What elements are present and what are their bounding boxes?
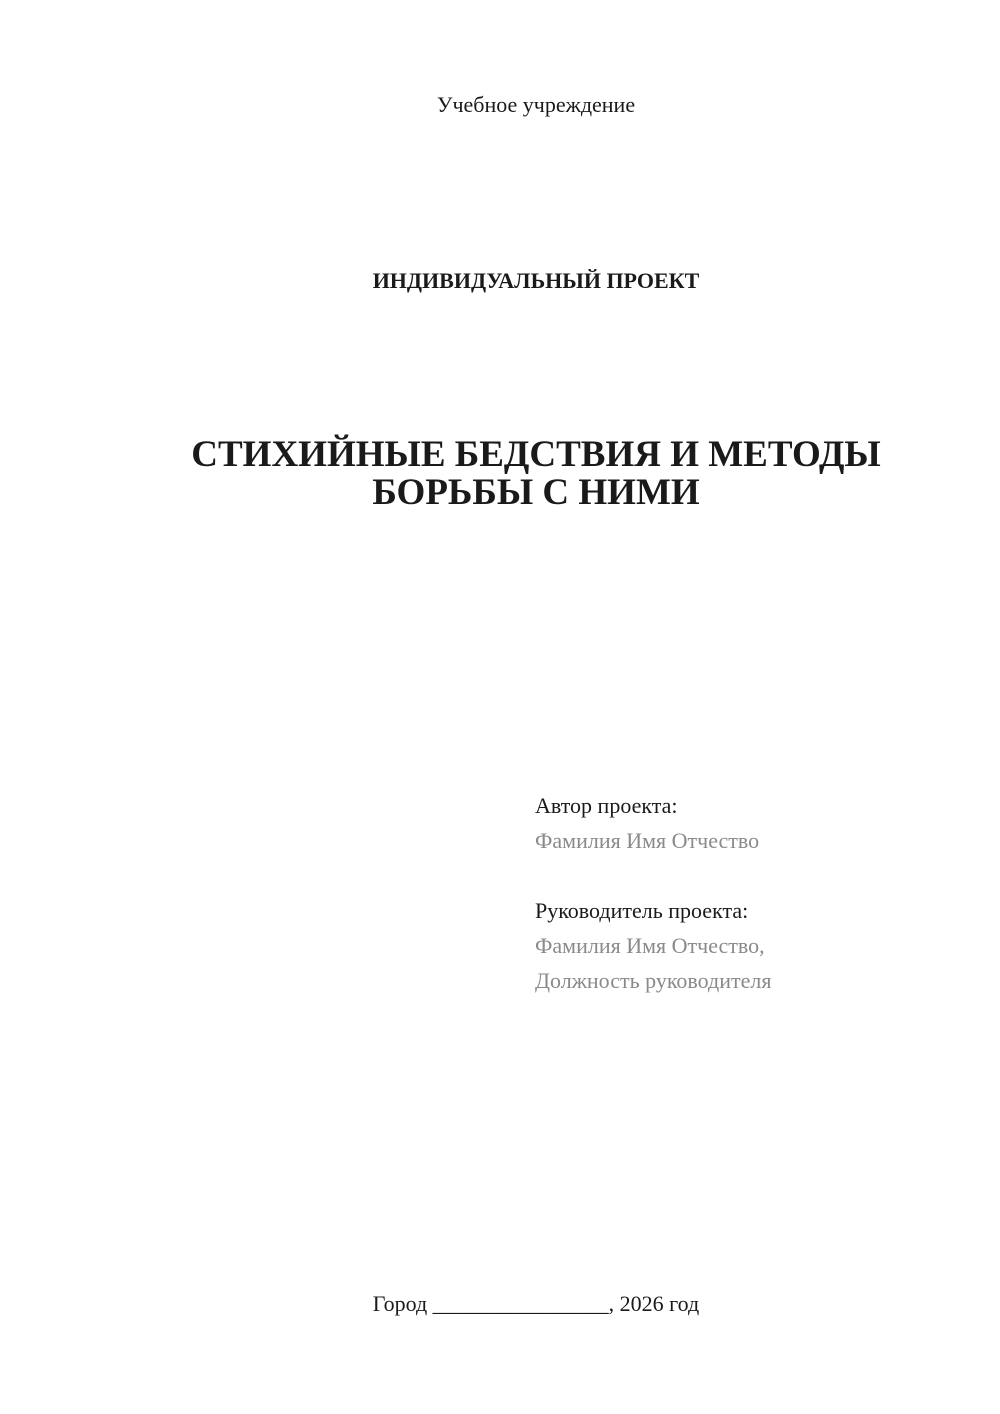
author-label: Автор проекта: — [535, 793, 678, 818]
author-name: Фамилия Имя Отчество — [535, 828, 760, 853]
credits-block — [535, 788, 771, 998]
supervisor-name: Фамилия Имя Отчество, — [535, 933, 765, 958]
supervisor-label: Руководитель проекта: — [535, 898, 749, 923]
city-year-line: Город ________________, 2026 год — [372, 1291, 700, 1316]
credits-spacer — [535, 858, 771, 893]
supervisor-position: Должность руководителя — [535, 968, 772, 993]
project-title-line-2: БОРЬБЫ С НИМИ — [372, 472, 700, 513]
project-title — [0, 436, 1000, 512]
project-title-line-1: СТИХИЙНЫЕ БЕДСТВИЯ И МЕТОДЫ — [191, 434, 881, 475]
institution-name: Учебное учреждение — [436, 92, 636, 117]
project-type-heading: ИНДИВИДУАЛЬНЫЙ ПРОЕКТ — [372, 268, 700, 293]
